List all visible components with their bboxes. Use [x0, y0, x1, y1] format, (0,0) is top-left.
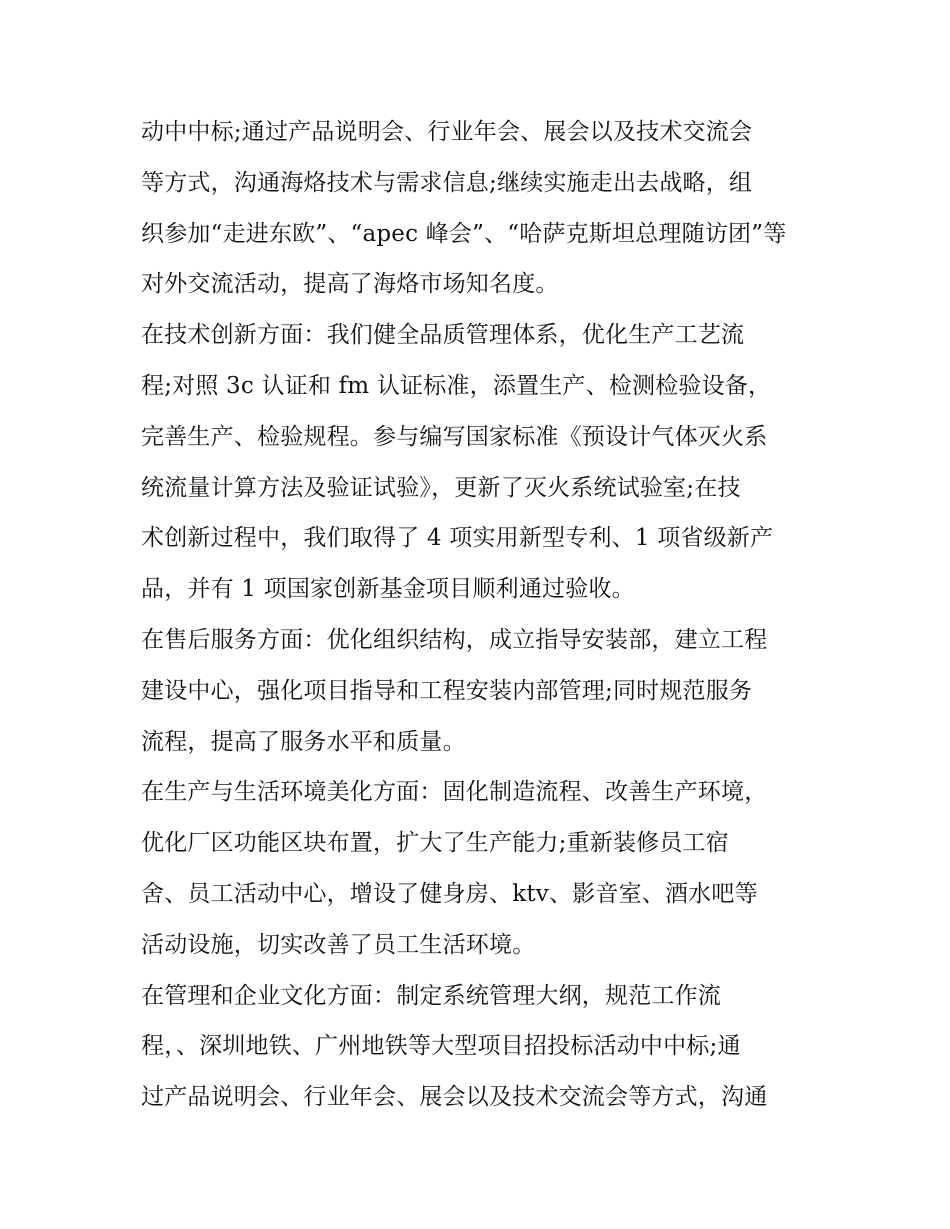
text-line: 等方式，沟通海烙技术与需求信息;继续实施走出去战略，组 — [141, 169, 753, 196]
text-line: 在技术创新方面：我们健全品质管理体系，优化生产工艺流 — [141, 322, 745, 349]
text-line: 舍、员工活动中心，增设了健身房、ktv、影音室、酒水吧等 — [141, 880, 758, 907]
text-line: 对外交流活动，提高了海烙市场知名度。 — [141, 271, 559, 298]
text-line: 建设中心，强化项目指导和工程安装内部管理;同时规范服务 — [141, 677, 753, 704]
text-line: 动中中标;通过产品说明会、行业年会、展会以及技术交流会 — [141, 119, 753, 145]
text-line: 织参加“走进东欧”、“apec 峰会”、“哈萨克斯坦总理随访团”等 — [141, 220, 787, 247]
text-line: 在售后服务方面：优化组织结构，成立指导安装部，建立工程 — [141, 626, 768, 653]
text-line: 活动设施，切实改善了员工生活环境。 — [141, 931, 536, 958]
text-line: 术创新过程中，我们取得了 4 项实用新型专利、1 项省级新产 — [141, 525, 774, 552]
text-line: 完善生产、检验规程。参与编写国家标准《预设计气体灭火系 — [141, 423, 768, 450]
text-line: 在管理和企业文化方面：制定系统管理大纲，规范工作流 — [141, 982, 721, 1009]
text-line: 流程，提高了服务水平和质量。 — [141, 728, 466, 755]
text-line: 程;对照 3c 认证和 fm 认证标准，添置生产、检测检验设备， — [141, 372, 772, 399]
text-line: 在生产与生活环境美化方面：固化制造流程、改善生产环境， — [141, 779, 768, 806]
text-line: 优化厂区功能区块布置，扩大了生产能力;重新装修员工宿 — [141, 830, 729, 857]
document-body — [141, 107, 831, 1123]
text-line: 统流量计算方法及验证试验》，更新了灭火系统试验室;在技 — [141, 474, 741, 501]
text-line: 品，并有 1 项国家创新基金项目顺利通过验收。 — [141, 576, 635, 603]
text-line: 过产品说明会、行业年会、展会以及技术交流会等方式，沟通 — [141, 1084, 768, 1111]
text-line: 程，、深圳地铁、广州地铁等大型项目招投标活动中中标;通 — [141, 1033, 741, 1060]
